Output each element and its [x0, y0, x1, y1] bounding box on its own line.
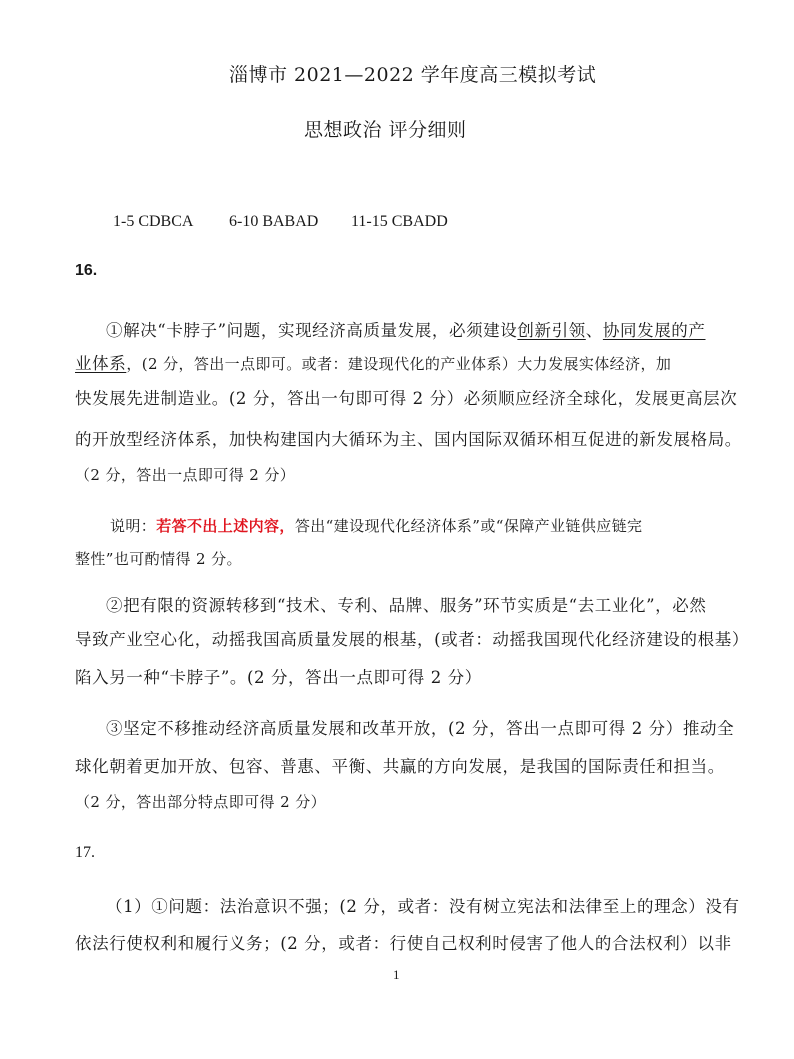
q16-p2-line3: 陷入另一种“卡脖子”。(2 分，答出一点即可得 2 分）: [75, 668, 482, 687]
q16-p1-line3: 快发展先进制造业。(2 分，答出一句即可得 2 分）必须顺应经济全球化，发展更高层次: [75, 389, 738, 408]
answer-set-6-10: 6-10 BABAD: [229, 213, 319, 230]
q16-p1-underline-2: 协同发展的产: [602, 321, 706, 340]
page-title: 淄博市 2021—2022 学年度高三模拟考试: [229, 64, 597, 86]
q16-p1-underline-1: 创新引领: [517, 321, 586, 340]
page-subtitle: 思想政治 评分细则: [304, 119, 467, 141]
q16-p3-line3: （2 分，答出部分特点即可得 2 分）: [75, 793, 326, 811]
q16-p1-line1: [106, 317, 706, 341]
q16-p2-line2: 导致产业空心化，动摇我国高质量发展的根基，(或者：动摇我国现代化经济建设的根基）: [75, 630, 749, 649]
q16-p1-line1-text: ①解决“卡脖子”问题，实现经济高质量发展，必须建设: [106, 321, 518, 340]
page-number: 1: [393, 967, 400, 982]
answer-set-11-15: 11-15 CBADD: [351, 213, 448, 230]
q16-note-line2: 整性”也可酌情得 2 分。: [75, 550, 242, 568]
q16-p1-line4: 的开放型经济体系，加快构建国内大循环为主、国内国际双循环相互促进的新发展格局。: [75, 430, 742, 449]
q16-p1-line2-text: ，(2 分，答出一点即可。或者：建设现代化的产业体系）大力发展实体经济，加: [126, 355, 672, 373]
note-line1-rest: 答出“建设现代化经济体系”或“保障产业链供应链完: [294, 517, 643, 535]
note-label: 说明：: [110, 517, 157, 535]
q16-p3-line2: 球化朝着更加开放、包容、普惠、平衡、共赢的方向发展，是我国的国际责任和担当。: [75, 757, 725, 776]
q16-p1-line2: [75, 350, 671, 374]
q17-line1: （1）①问题：法治意识不强；(2 分，或者：没有树立宪法和法律至上的理念）没有: [106, 897, 740, 916]
q16-note-line1: [110, 515, 642, 536]
note-warning: 若答不出上述内容，: [156, 517, 295, 535]
question-17-number: 17.: [75, 844, 95, 861]
question-16-number: 16.: [75, 262, 98, 279]
q16-p1-line5: （2 分，答出一点即可得 2 分）: [75, 466, 296, 484]
answer-set-1-5: 1-5 CDBCA: [113, 213, 194, 230]
q17-line2: 依法行使权利和履行义务；(2 分，或者：行使自己权利时侵害了他人的合法权利）以非: [75, 934, 732, 953]
q16-p1-separator: 、: [585, 321, 603, 340]
q16-p2-line1: ②把有限的资源转移到“技术、专利、品牌、服务”环节实质是“去工业化”，必然: [106, 596, 707, 615]
q16-p3-line1: ③坚定不移推动经济高质量发展和改革开放，(2 分，答出一点即可得 2 分）推动全: [106, 719, 735, 738]
q16-p1-underline-3: 业体系: [75, 354, 127, 373]
